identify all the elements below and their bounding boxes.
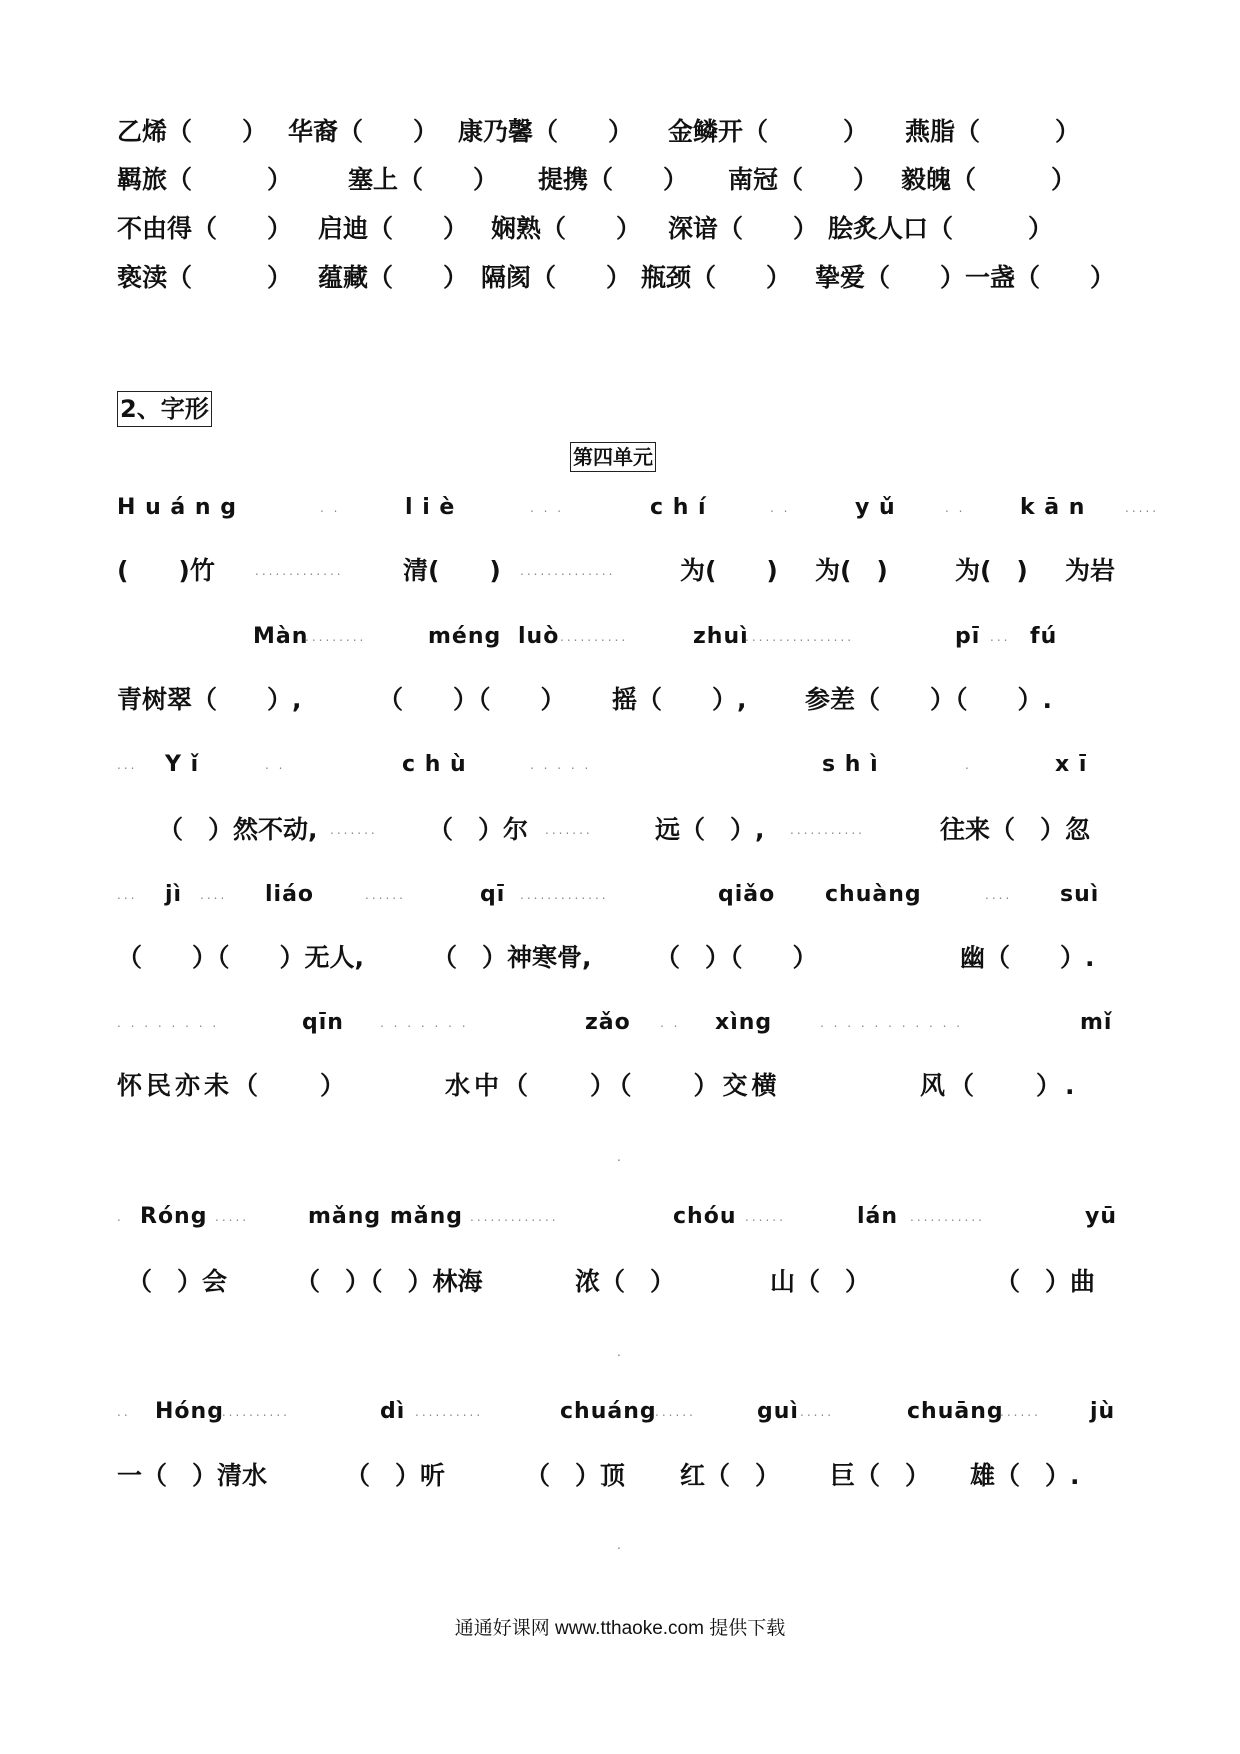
pinyin: dì	[380, 1399, 406, 1424]
dot-leader: . .	[945, 501, 966, 515]
pinyin: suì	[1060, 882, 1100, 907]
word-item: 康乃馨（ ）	[458, 117, 634, 146]
pinyin: luò	[518, 624, 560, 649]
blank-item: 为岩	[1065, 556, 1116, 585]
pinyin: chóu	[673, 1204, 737, 1229]
word-item: 南冠（ ）	[728, 165, 879, 194]
pinyin: chuāng	[907, 1399, 1004, 1424]
blank-item: （ ）会	[127, 1267, 228, 1296]
stray-dot: .	[617, 1150, 621, 1164]
pinyin: guì	[757, 1399, 799, 1424]
footer-credit: 通通好课网 www.tthaoke.com 提供下载	[454, 1618, 786, 1639]
word-item: 瓶颈（ ）	[641, 263, 792, 292]
pinyin-row-6	[0, 1197, 1240, 1237]
blank-item: 水中（ ）（ ）交横	[445, 1071, 781, 1100]
dot-leader: . .	[265, 758, 286, 772]
word-item: 深谙（ ）	[668, 214, 819, 243]
dot-leader: ......	[655, 1405, 696, 1419]
blank-item: 幽（ ）.	[960, 943, 1095, 972]
dot-leader: ......	[745, 1210, 786, 1224]
pinyin: Hóng	[155, 1399, 224, 1424]
char-row-7	[0, 1456, 1240, 1496]
blank-item: 巨（ ）	[830, 1461, 931, 1490]
dot-leader: ...........	[790, 823, 865, 837]
blank-item: 为( )	[680, 556, 778, 585]
blank-item: 雄（ ）.	[970, 1461, 1080, 1490]
pinyin: chuàng	[825, 882, 922, 907]
blank-item: 一（ ）清水	[117, 1461, 268, 1490]
dot-leader: .......	[330, 823, 378, 837]
dot-leader: .	[117, 1210, 124, 1224]
blank-item: （ ）然不动,	[158, 815, 318, 844]
pinyin: s h ì	[822, 752, 879, 777]
pinyin-row-2	[0, 617, 1240, 657]
word-item: 金鳞开（ ）	[668, 117, 869, 146]
dot-leader: .........	[305, 630, 367, 644]
pinyin: Màn	[253, 624, 309, 649]
blank-item: （ ）（ ）林海	[295, 1267, 483, 1296]
pinyin: H u á n g	[117, 495, 237, 520]
pinyin: liáo	[265, 882, 315, 907]
blank-item: 山（ ）	[770, 1267, 871, 1296]
pinyin: l i è	[405, 495, 456, 520]
word-item: 不由得（ ）	[117, 214, 293, 243]
blank-item: 为( )	[955, 556, 1028, 585]
pinyin: mǐ	[1080, 1010, 1113, 1035]
dot-leader: . .	[320, 501, 341, 515]
pinyin-row-3	[0, 745, 1240, 785]
dot-leader: .....	[1125, 501, 1160, 515]
dot-leader: ...........	[215, 1405, 290, 1419]
blank-item: 风（ ）.	[920, 1071, 1079, 1100]
word-item: 一盏（ ）	[965, 263, 1116, 292]
dot-leader: ....	[200, 888, 228, 902]
pinyin: pī	[955, 624, 981, 649]
pinyin: qī	[480, 882, 506, 907]
blank-item: （ ）（ ）	[655, 943, 818, 972]
blank-item: 参差（ ）（ ）.	[805, 685, 1052, 714]
pinyin: zhuì	[693, 624, 749, 649]
blank-item: （ ）顶	[525, 1461, 626, 1490]
dot-leader: .......	[545, 823, 593, 837]
dot-leader: . . . . . . . . . . .	[820, 1016, 964, 1030]
word-item: 燕脂（ ）	[905, 117, 1081, 146]
pinyin: mǎng mǎng	[308, 1204, 464, 1229]
blank-item: 浓（ ）	[575, 1267, 676, 1296]
blank-item: （ ）听	[345, 1461, 446, 1490]
pinyin: c h ù	[402, 752, 467, 777]
dot-leader: .............	[470, 1210, 559, 1224]
blank-item: （ ）尔	[428, 815, 529, 844]
dot-leader: ....	[985, 888, 1013, 902]
dot-leader: ......	[365, 888, 406, 902]
pronunciation-row-4	[0, 258, 1240, 298]
blank-item: （ ）（ ）	[378, 685, 566, 714]
word-item: 亵渎（ ）	[117, 263, 293, 292]
blank-item: 为( )	[815, 556, 888, 585]
pinyin: yū	[1085, 1204, 1118, 1229]
dot-leader: ...........	[910, 1210, 985, 1224]
dot-leader: .............	[255, 564, 344, 578]
blank-item: 远（ ）,	[655, 815, 765, 844]
unit-title: 第四单元	[570, 442, 656, 472]
word-item: 蕴藏（ ）	[318, 263, 469, 292]
char-row-2	[0, 680, 1240, 720]
blank-item: 怀民亦未（ ）	[117, 1071, 350, 1100]
dot-leader: .	[965, 758, 972, 772]
dot-leader: ..........	[560, 630, 629, 644]
pinyin: Róng	[140, 1204, 208, 1229]
word-item: 娴熟（ ）	[491, 214, 642, 243]
word-item: 挚爱（ ）	[815, 263, 966, 292]
pinyin-row-1	[0, 488, 1240, 528]
blank-item: 红（ ）	[680, 1461, 781, 1490]
dot-leader: . . .	[530, 501, 565, 515]
pinyin: c h í	[650, 495, 707, 520]
pinyin: xìng	[715, 1010, 773, 1035]
pinyin: zǎo	[585, 1010, 631, 1035]
dot-leader: . .	[770, 501, 791, 515]
word-item: 隔阂（ ）	[481, 263, 632, 292]
stray-dot: .	[617, 1538, 621, 1552]
dot-leader: ..........	[415, 1405, 484, 1419]
pronunciation-row-1	[0, 112, 1240, 152]
dot-leader: .....	[800, 1405, 835, 1419]
blank-item: （ ）神寒骨,	[432, 943, 592, 972]
pinyin: fú	[1030, 624, 1058, 649]
dot-leader: ......	[1000, 1405, 1041, 1419]
blank-item: 摇（ ）,	[612, 685, 747, 714]
dot-leader: ..	[117, 1405, 131, 1419]
blank-item: 清( )	[403, 556, 501, 585]
word-item: 华裔（ ）	[288, 117, 439, 146]
dot-leader: . .	[660, 1016, 681, 1030]
dot-leader: ..............	[520, 564, 616, 578]
blank-item: （ ）曲	[995, 1267, 1096, 1296]
word-item: 乙烯（ ）	[117, 117, 268, 146]
dot-leader: . . . . . . . .	[117, 1016, 220, 1030]
pinyin: Y ǐ	[165, 752, 200, 777]
pinyin: chuáng	[560, 1399, 657, 1424]
word-item: 塞上（ ）	[348, 165, 499, 194]
char-row-3	[0, 810, 1240, 850]
pronunciation-row-2	[0, 160, 1240, 200]
word-item: 启迪（ ）	[318, 214, 469, 243]
dot-leader: . . . . .	[530, 758, 592, 772]
char-row-1	[0, 551, 1240, 591]
char-row-4	[0, 938, 1240, 978]
pinyin: y ǔ	[855, 495, 896, 520]
dot-leader: .............	[520, 888, 609, 902]
pinyin: jì	[165, 882, 183, 907]
char-row-6	[0, 1262, 1240, 1302]
dot-leader: . . . . . . .	[380, 1016, 469, 1030]
pronunciation-row-3	[0, 209, 1240, 249]
blank-item: （ ）（ ）无人,	[117, 943, 364, 972]
pinyin: x ī	[1055, 752, 1088, 777]
pinyin: jù	[1090, 1399, 1116, 1424]
stray-dot: .	[617, 1345, 621, 1359]
dot-leader: ...	[117, 888, 138, 902]
word-item: 羁旅（ ）	[117, 165, 293, 194]
blank-item: ( )竹	[117, 556, 215, 585]
pinyin-row-5	[0, 1003, 1240, 1043]
pinyin: k ā n	[1020, 495, 1086, 520]
dot-leader: ...	[990, 630, 1011, 644]
blank-item: 往来（ ）忽	[940, 815, 1091, 844]
pinyin: lán	[857, 1204, 899, 1229]
word-item: 脍炙人口（ ）	[828, 214, 1054, 243]
blank-item: 青树翠（ ）,	[117, 685, 302, 714]
pinyin-row-7	[0, 1392, 1240, 1432]
pinyin-row-4	[0, 875, 1240, 915]
pinyin: qīn	[302, 1010, 344, 1035]
word-item: 提携（ ）	[538, 165, 689, 194]
pinyin: qiǎo	[718, 882, 776, 907]
dot-leader: .....	[215, 1210, 250, 1224]
pinyin: méng	[428, 624, 502, 649]
word-item: 毅魄（ ）	[901, 165, 1077, 194]
dot-leader: ................	[745, 630, 855, 644]
section-heading: 2、字形	[117, 391, 212, 427]
char-row-5	[0, 1066, 1240, 1106]
dot-leader: ...	[117, 758, 138, 772]
